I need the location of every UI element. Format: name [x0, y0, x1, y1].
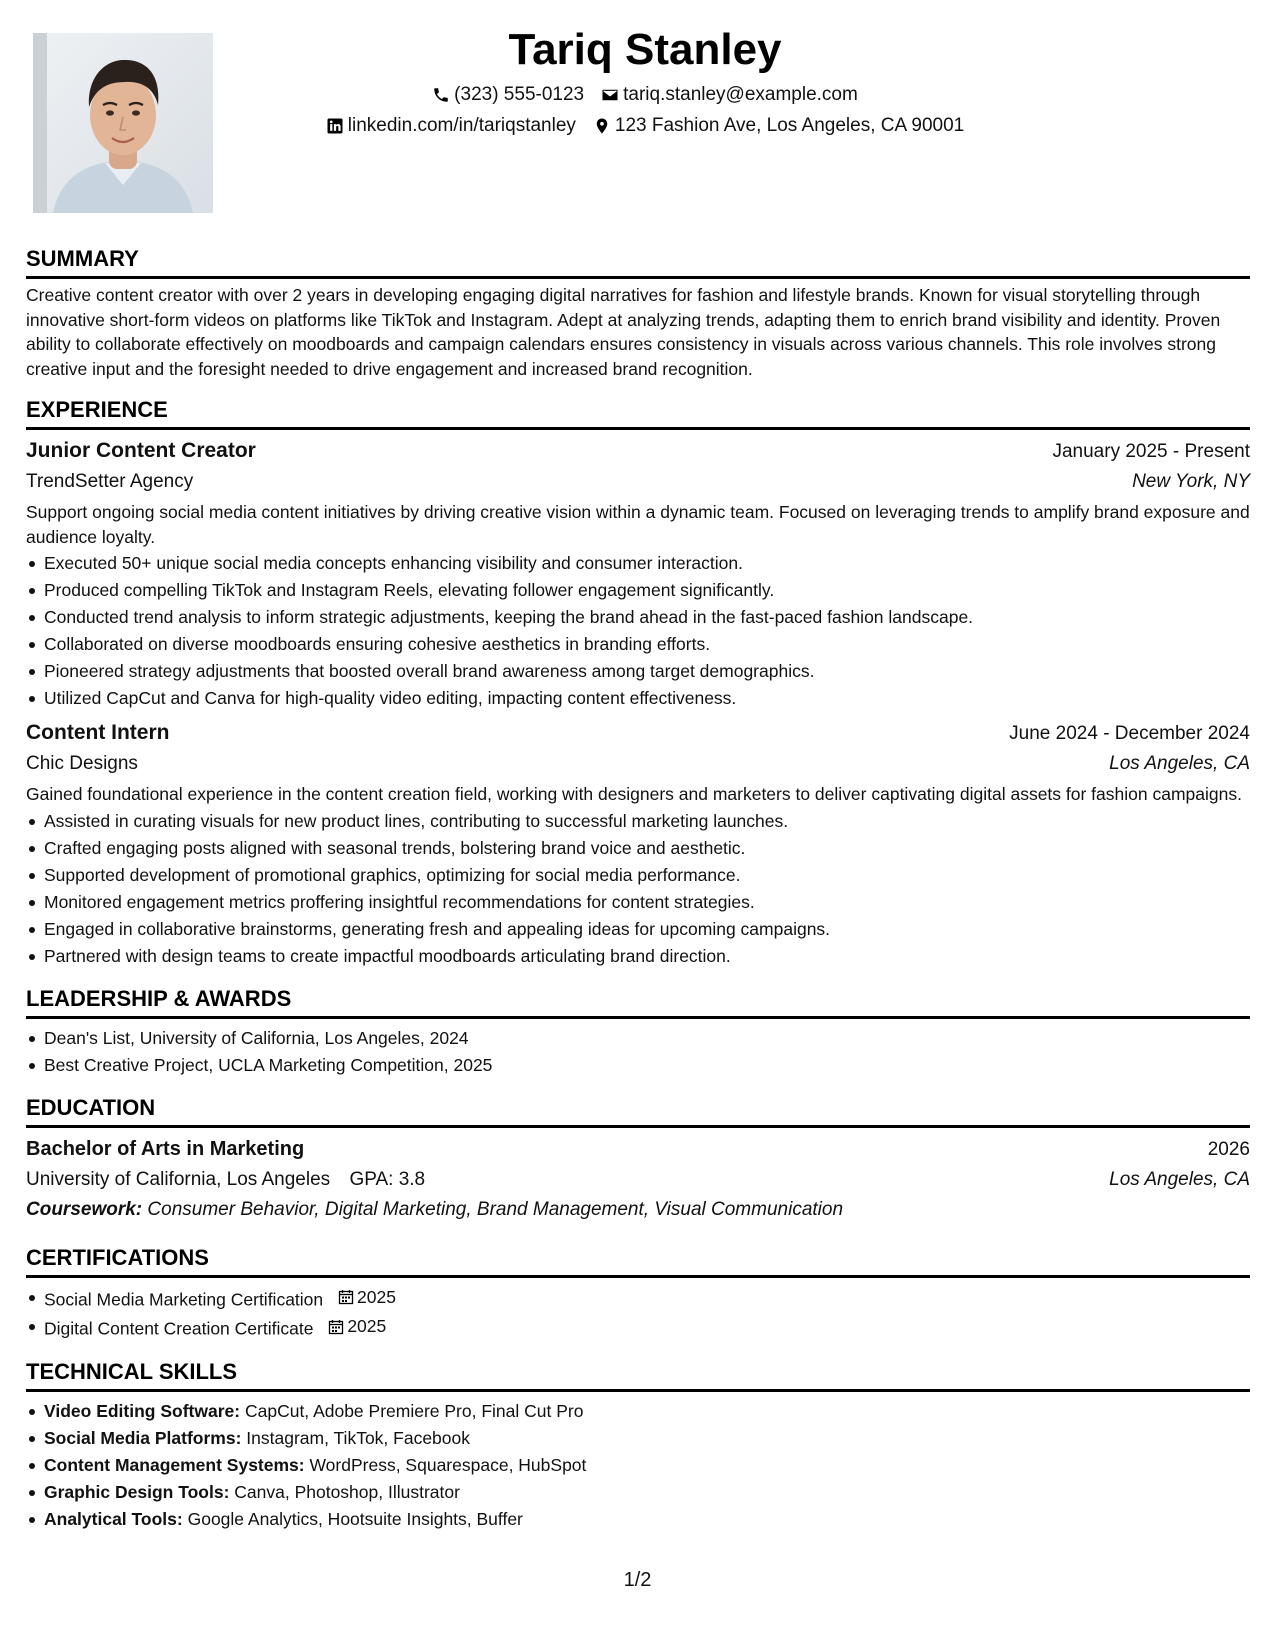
job-location: New York, NY — [1132, 471, 1250, 492]
experience-section — [26, 395, 1250, 970]
skill-value: WordPress, Squarespace, HubSpot — [309, 1454, 587, 1475]
certifications-section — [26, 1243, 1250, 1343]
list-item — [26, 1506, 1250, 1533]
list-item — [26, 1479, 1250, 1506]
skill-label: Social Media Platforms: — [44, 1427, 242, 1448]
skill-value: Instagram, TikTok, Facebook — [246, 1427, 471, 1448]
certification-date: 2025 — [338, 1284, 396, 1311]
list-item: Pioneered strategy adjustments that boosted overall brand awareness among target demographics. — [26, 658, 1250, 685]
address-text: 123 Fashion Ave, Los Angeles, CA 90001 — [614, 115, 965, 136]
education-section — [26, 1093, 1250, 1225]
list-item — [26, 1284, 1250, 1314]
leadership-section — [26, 984, 1250, 1079]
school-location: Los Angeles, CA — [1109, 1168, 1250, 1190]
job-description: Support ongoing social media content initiatives by driving creative vision within a dynamic team. Focused on leveraging trends to amplify brand exposure and audience loyalty. — [26, 502, 1250, 547]
list-item: Best Creative Project, UCLA Marketing Competition, 2025 — [26, 1052, 1250, 1079]
summary-section — [26, 244, 1250, 381]
job-dates: January 2025 - Present — [1052, 441, 1250, 462]
resume-header — [0, 24, 1275, 137]
list-item: Conducted trend analysis to inform strategic adjustments, keeping the brand ahead in the fast-paced fashion landscape. — [26, 604, 1250, 631]
skill-value: Canva, Photoshop, Illustrator — [234, 1481, 460, 1502]
coursework — [26, 1195, 1250, 1225]
contact-line-2 — [0, 115, 1275, 137]
job-entry — [26, 436, 1250, 712]
job-title: Content Intern — [26, 721, 170, 744]
skills-list — [26, 1398, 1250, 1533]
graduation-year: 2026 — [1207, 1138, 1250, 1160]
awards-list — [26, 1025, 1250, 1079]
list-item — [26, 1398, 1250, 1425]
list-item: Dean's List, University of California, Los Angeles, 2024 — [26, 1025, 1250, 1052]
email-text: tariq.stanley@example.com — [623, 84, 858, 105]
list-item: Engaged in collaborative brainstorms, generating fresh and appealing ideas for upcoming campaigns. — [26, 916, 1250, 943]
phone-icon — [432, 86, 450, 104]
list-item: Collaborated on diverse moodboards ensuring cohesive aesthetics in branding efforts. — [26, 631, 1250, 658]
skill-label: Content Management Systems: — [44, 1454, 305, 1475]
list-item: Supported development of promotional graphics, optimizing for social media performance. — [26, 862, 1250, 889]
job-title: Junior Content Creator — [26, 439, 256, 462]
list-item: Partnered with design teams to create impactful moodboards articulating brand direction. — [26, 943, 1250, 970]
email-contact[interactable] — [601, 84, 858, 106]
certification-name: Social Media Marketing Certification — [44, 1289, 324, 1309]
candidate-name: Tariq Stanley — [508, 25, 782, 74]
resume-content — [26, 244, 1250, 1547]
skill-label: Graphic Design Tools: — [44, 1481, 230, 1502]
school-name: University of California, Los Angeles — [26, 1168, 331, 1190]
job-location: Los Angeles, CA — [1109, 753, 1250, 774]
phone-text: (323) 555-0123 — [454, 84, 585, 105]
section-title: CERTIFICATIONS — [26, 1243, 1250, 1278]
linkedin-contact[interactable] — [326, 115, 576, 137]
job-bullets — [26, 550, 1250, 712]
phone-contact — [432, 84, 584, 106]
list-item: Executed 50+ unique social media concepts enhancing visibility and consumer interaction. — [26, 550, 1250, 577]
calendar-icon — [338, 1289, 354, 1305]
skill-label: Video Editing Software: — [44, 1400, 241, 1421]
company-name: Chic Designs — [26, 753, 138, 774]
job-dates: June 2024 - December 2024 — [1009, 723, 1250, 744]
section-title: EDUCATION — [26, 1093, 1250, 1128]
list-item — [26, 1313, 1250, 1343]
degree-title: Bachelor of Arts in Marketing — [26, 1137, 305, 1160]
list-item — [26, 1452, 1250, 1479]
map-pin-icon — [593, 117, 611, 135]
page-number: 1/2 — [623, 1569, 652, 1591]
gpa-value: GPA: 3.8 — [349, 1168, 426, 1190]
summary-text: Creative content creator with over 2 years in developing engaging digital narratives for fashion and lifestyle brands. Known for visual storytelling through innovative short-form videos on platforms like TikTok and Instagram. Adept at analyzing trends, adapting them to enrich brand visibility and identity. Proven ability to collaborate effectively on moodboards and campaign calendars ensures consistency in visuals across various channels. This role involves strong creative input and the foresight needed to drive engagement and increased brand recognition. — [26, 285, 1221, 379]
coursework-label: Coursework: — [26, 1198, 143, 1220]
job-bullets — [26, 808, 1250, 970]
list-item: Produced compelling TikTok and Instagram Reels, elevating follower engagement significantly. — [26, 577, 1250, 604]
list-item: Crafted engaging posts aligned with seasonal trends, bolstering brand voice and aesthetic. — [26, 835, 1250, 862]
skills-section — [26, 1357, 1250, 1533]
linkedin-icon — [326, 117, 344, 135]
skill-label: Analytical Tools: — [44, 1508, 183, 1529]
skill-value: Google Analytics, Hootsuite Insights, Buffer — [187, 1508, 523, 1529]
section-title: TECHNICAL SKILLS — [26, 1357, 1250, 1392]
certification-date: 2025 — [328, 1313, 386, 1340]
skill-value: CapCut, Adobe Premiere Pro, Final Cut Pro — [244, 1400, 584, 1421]
certifications-list — [26, 1284, 1250, 1343]
job-description: Gained foundational experience in the content creation field, working with designers and marketers to deliver captivating digital assets for fashion campaigns. — [26, 784, 1242, 804]
address-contact — [593, 115, 964, 137]
section-title: EXPERIENCE — [26, 395, 1250, 430]
job-entry — [26, 718, 1250, 970]
list-item: Monitored engagement metrics proffering insightful recommendations for content strategies. — [26, 889, 1250, 916]
calendar-icon — [328, 1319, 344, 1335]
list-item: Assisted in curating visuals for new product lines, contributing to successful marketing launches. — [26, 808, 1250, 835]
envelope-icon — [601, 86, 619, 104]
contact-line-1 — [0, 84, 1275, 106]
coursework-list: Consumer Behavior, Digital Marketing, Brand Management, Visual Communication — [147, 1198, 844, 1220]
list-item — [26, 1425, 1250, 1452]
list-item: Utilized CapCut and Canva for high-quality video editing, impacting content effectiveness. — [26, 685, 1250, 712]
section-title: SUMMARY — [26, 244, 1250, 279]
linkedin-text: linkedin.com/in/tariqstanley — [347, 115, 576, 136]
certification-name: Digital Content Creation Certificate — [44, 1318, 314, 1339]
company-name: TrendSetter Agency — [26, 471, 194, 492]
section-title: LEADERSHIP & AWARDS — [26, 984, 1250, 1019]
